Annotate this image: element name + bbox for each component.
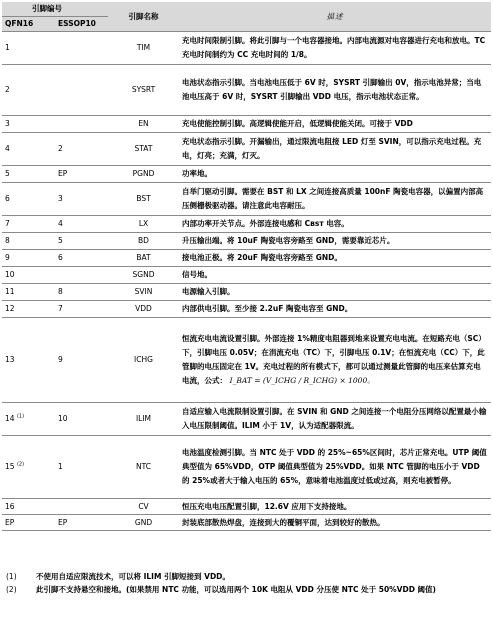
- pin-description: 内部功率开关节点。外部连接电感和 Cʙsт 电容。: [179, 216, 491, 233]
- qfn-pin: 2: [2, 65, 55, 116]
- qfn-pin: 5: [2, 166, 55, 183]
- pin-name: NTC: [108, 436, 179, 499]
- pin-description: 接电池正极。将 20uF 陶瓷电容旁路至 GND。: [179, 250, 491, 267]
- table-row: [2, 436, 491, 499]
- pin-description: 自举门驱动引脚。需要在 BST 和 LX 之间连接高质量 100nF 陶瓷电容器，以偏置内部高压侧栅极驱动器。请注意此电容耐压。: [179, 183, 491, 216]
- header-qfn16: QFN16: [2, 17, 55, 32]
- pin-description: [179, 318, 491, 403]
- essop-pin: 3: [55, 183, 108, 216]
- table-header: [2, 2, 491, 32]
- qfn-pin: 1: [2, 32, 55, 65]
- qfn-pin: 6: [2, 183, 55, 216]
- table-row: [2, 515, 491, 531]
- qfn-pin: 9: [2, 250, 55, 267]
- footnote-number: (1): [6, 572, 17, 581]
- essop-pin: 8: [55, 284, 108, 301]
- pin-name: SGND: [108, 267, 179, 284]
- qfn-pin: [2, 436, 55, 499]
- pin-description: 电源输入引脚。: [179, 284, 491, 301]
- essop-pin: 1: [55, 436, 108, 499]
- qfn-pin: 4: [2, 133, 55, 166]
- pin-name: ICHG: [108, 318, 179, 403]
- pin-description: 升压输出端。将 10uF 陶瓷电容旁路至 GND，需要靠近芯片。: [179, 233, 491, 250]
- pin-name: ILIM: [108, 403, 179, 436]
- pin-name: BST: [108, 183, 179, 216]
- pin-name: LX: [108, 216, 179, 233]
- essop-pin: [55, 32, 108, 65]
- qfn-pin: 10: [2, 267, 55, 284]
- header-essop10: ESSOP10: [55, 17, 108, 32]
- header-pin-name: 引脚名称: [108, 2, 179, 32]
- pin-name: SYSRT: [108, 65, 179, 116]
- pin-description: 信号地。: [179, 267, 491, 284]
- pin-name: CV: [108, 499, 179, 515]
- pin-name: BAT: [108, 250, 179, 267]
- pin-name: TIM: [108, 32, 179, 65]
- qfn-pin: 13: [2, 318, 55, 403]
- table-row: [2, 301, 491, 318]
- footnote-ref: (1): [16, 413, 25, 420]
- essop-pin: [55, 267, 108, 284]
- pin-description: 恒压充电电压配置引脚，12.6V 应用下支持接地。: [179, 499, 491, 515]
- qfn-pin: 12: [2, 301, 55, 318]
- charge-current-formula: I_BAT = (V_ICHG / R_ICHG) × 1000。: [229, 376, 375, 385]
- qfn-pin: 8: [2, 233, 55, 250]
- pin-description: 充电使能控制引脚。高逻辑使能开启，低逻辑使能关闭。可接于 VDD: [179, 116, 491, 133]
- qfn-pin: 7: [2, 216, 55, 233]
- footnote-text: 不使用自适应限流技术，可以将 ILIM 引脚短接到 VDD。: [36, 572, 230, 581]
- table-row: [2, 133, 491, 166]
- essop-pin: 2: [55, 133, 108, 166]
- pin-name: VDD: [108, 301, 179, 318]
- pin-description: 充电状态指示引脚。开漏输出，通过限流电阻接 LED 灯至 SVIN，可以指示充电过程。充电，灯亮；充满，灯灭。: [179, 133, 491, 166]
- pin-description: 充电时间限制引脚。将此引脚与一个电容器接地。内部电流源对电容器进行充电和放电。TC 充电时间制约为 CC 充电时间的 1/8。: [179, 32, 491, 65]
- pin-description: 封装底部散热焊盘，连接到大的覆铜平面，达到较好的散热。: [179, 515, 491, 531]
- table-row: [2, 318, 491, 403]
- table-row: [2, 166, 491, 183]
- essop-pin: [55, 499, 108, 515]
- table-row: [2, 65, 491, 116]
- table-row: [2, 250, 491, 267]
- header-pin-number: 引脚编号: [2, 2, 108, 17]
- pin-name: GND: [108, 515, 179, 531]
- essop-pin: EP: [55, 515, 108, 531]
- qfn-pin: EP: [2, 515, 55, 531]
- footnote-number: (2): [6, 585, 17, 594]
- qfn-pin: 11: [2, 284, 55, 301]
- pin-description: 内部供电引脚。至少接 2.2uF 陶瓷电容至 GND。: [179, 301, 491, 318]
- table-row: [2, 183, 491, 216]
- essop-pin: 10: [55, 403, 108, 436]
- table-row: [2, 32, 491, 65]
- footnote-ref: (2): [16, 461, 25, 468]
- essop-pin: [55, 116, 108, 133]
- pin-name: BD: [108, 233, 179, 250]
- pin-description: 自适应输入电流限制设置引脚。在 SVIN 和 GND 之间连接一个电阻分压网络以配置最小输入电压限制阈值。ILIM 小于 1V，认为适配器限流。: [179, 403, 491, 436]
- header-description: 描述: [179, 2, 491, 32]
- essop-pin: 9: [55, 318, 108, 403]
- footnote: [6, 570, 488, 583]
- pin-description: 电池温度检测引脚。当 NTC 处于 VDD 的 25%~65%区间时，芯片正常充电。UTP 阈值典型值为 65%VDD，OTP 阈值典型值为 25%VDD。如果 NTC 管脚的电压小于 VDD 的 25%或者大于输入电压的 65%，意味着电池温度过低或过高，则充电被暂停。: [179, 436, 491, 499]
- ichg-description-text: 恒流充电电流设置引脚。外部连接 1%精度电阻器到地来设置充电电流。在短路充电（SC）下，引脚电压 0.05V；在涓流充电（TC）下，引脚电压 0.1V；在恒流充电（CC）下，此管脚的电压固定在 1V。充电过程的所有模式下，都可以通过测量此管脚的电压来估算充电电流，公式：: [182, 334, 486, 385]
- footnote: [6, 583, 488, 596]
- qfn-pin-number: 15: [5, 462, 15, 471]
- table-row: [2, 499, 491, 515]
- essop-pin: 7: [55, 301, 108, 318]
- table-row: [2, 284, 491, 301]
- pin-description: 电池状态指示引脚。当电池电压低于 6V 时，SYSRT 引脚输出 0V，指示电池异常；当电池电压高于 6V 时，SYSRT 引脚输出 VDD 电压，指示电池状态正常。: [179, 65, 491, 116]
- pin-name: PGND: [108, 166, 179, 183]
- pin-name: EN: [108, 116, 179, 133]
- pin-name: STAT: [108, 133, 179, 166]
- table-row: [2, 216, 491, 233]
- table-row: [2, 233, 491, 250]
- pin-name: SVIN: [108, 284, 179, 301]
- essop-pin: 6: [55, 250, 108, 267]
- table-row: [2, 116, 491, 133]
- table-row: [2, 403, 491, 436]
- qfn-pin-number: 14: [5, 414, 15, 423]
- essop-pin: [55, 65, 108, 116]
- qfn-pin: [2, 403, 55, 436]
- footnotes: [6, 570, 488, 596]
- essop-pin: 4: [55, 216, 108, 233]
- qfn-pin: 3: [2, 116, 55, 133]
- essop-pin: 5: [55, 233, 108, 250]
- footnote-text: 此引脚不支持悬空和接地。(如果禁用 NTC 功能，可以选用两个 10K 电阻从 VDD 分压使 NTC 处于 50%VDD 阈值): [36, 585, 436, 594]
- pin-table: [2, 2, 491, 531]
- qfn-pin: 16: [2, 499, 55, 515]
- table-row: [2, 267, 491, 284]
- essop-pin: EP: [55, 166, 108, 183]
- pin-description: 功率地。: [179, 166, 491, 183]
